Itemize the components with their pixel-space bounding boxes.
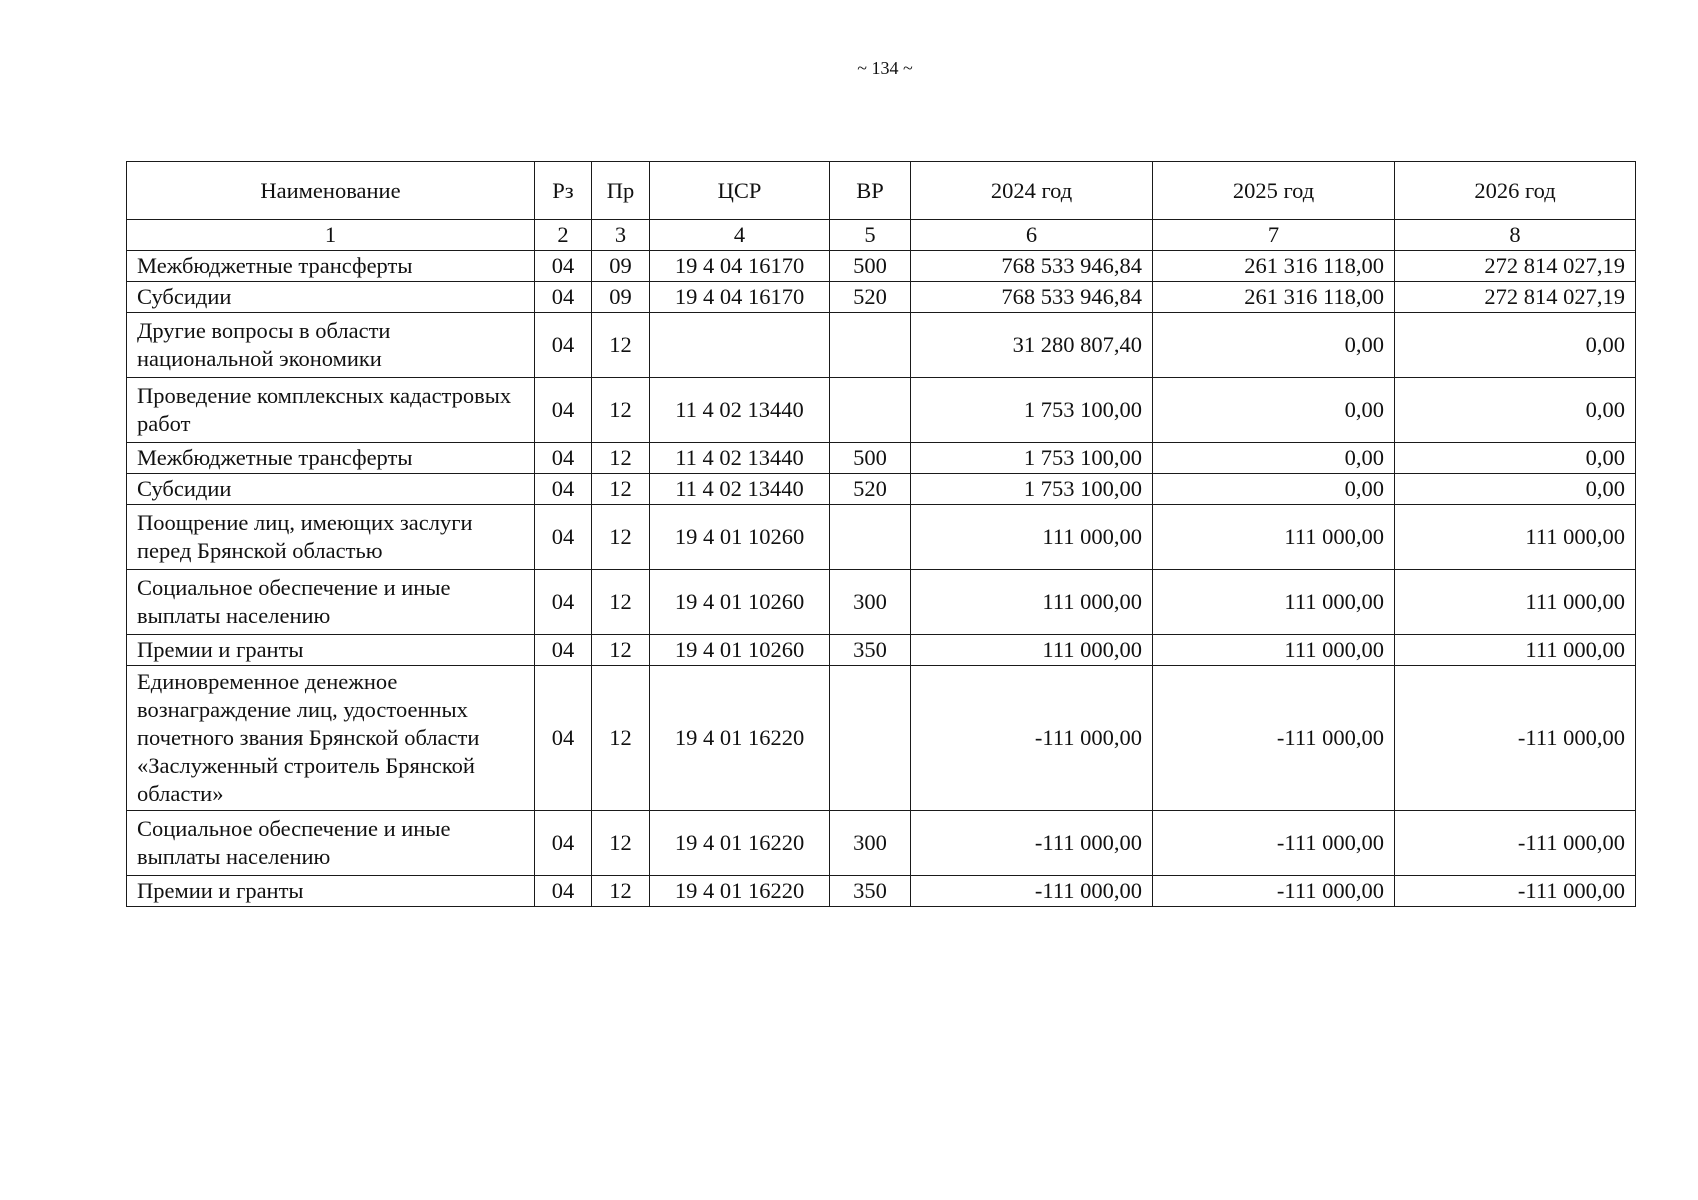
- row-2024-cell: 1 753 100,00: [911, 443, 1153, 474]
- row-pr-cell: 12: [592, 474, 650, 505]
- header-vr: ВР: [830, 162, 911, 220]
- row-rz-cell: 04: [535, 282, 592, 313]
- row-csr-cell: 11 4 02 13440: [650, 378, 830, 443]
- header-rz: Рз: [535, 162, 592, 220]
- row-pr-cell: 12: [592, 811, 650, 876]
- table-row: [127, 811, 1636, 876]
- table-row: [127, 666, 1636, 811]
- header-name: Наименование: [127, 162, 535, 220]
- row-vr-cell: [830, 378, 911, 443]
- row-name-cell: Социальное обеспечение и иные выплаты населению: [127, 811, 535, 876]
- row-name-cell: Другие вопросы в области национальной экономики: [127, 313, 535, 378]
- row-pr-cell: 12: [592, 378, 650, 443]
- page-number: ~ 134 ~: [857, 58, 913, 78]
- row-name-cell: Премии и гранты: [127, 635, 535, 666]
- row-2025-cell: 0,00: [1153, 443, 1395, 474]
- header-pr: Пр: [592, 162, 650, 220]
- row-vr-cell: [830, 666, 911, 811]
- row-vr-cell: [830, 313, 911, 378]
- row-name-cell: Межбюджетные трансферты: [127, 251, 535, 282]
- budget-table: [126, 161, 1636, 907]
- table-row: [127, 282, 1636, 313]
- row-2026-cell: 111 000,00: [1395, 505, 1636, 570]
- row-pr-cell: 09: [592, 251, 650, 282]
- row-2024-cell: -111 000,00: [911, 666, 1153, 811]
- row-2026-cell: -111 000,00: [1395, 666, 1636, 811]
- row-2024-cell: -111 000,00: [911, 876, 1153, 907]
- row-name-cell: Премии и гранты: [127, 876, 535, 907]
- row-2026-cell: 0,00: [1395, 474, 1636, 505]
- row-name-cell: Межбюджетные трансферты: [127, 443, 535, 474]
- row-csr-cell: 19 4 01 16220: [650, 666, 830, 811]
- row-rz-cell: 04: [535, 251, 592, 282]
- row-rz-cell: 04: [535, 811, 592, 876]
- column-number: 7: [1153, 220, 1395, 251]
- row-csr-cell: 19 4 01 16220: [650, 811, 830, 876]
- row-2025-cell: -111 000,00: [1153, 811, 1395, 876]
- row-2026-cell: 111 000,00: [1395, 570, 1636, 635]
- table-body: [127, 251, 1636, 907]
- row-name-cell: Поощрение лиц, имеющих заслуги перед Брянской областью: [127, 505, 535, 570]
- row-vr-cell: 350: [830, 635, 911, 666]
- column-number: 1: [127, 220, 535, 251]
- row-2024-cell: 1 753 100,00: [911, 378, 1153, 443]
- row-pr-cell: 12: [592, 505, 650, 570]
- row-csr-cell: 19 4 04 16170: [650, 251, 830, 282]
- row-2025-cell: 0,00: [1153, 313, 1395, 378]
- row-vr-cell: 500: [830, 443, 911, 474]
- row-2024-cell: 111 000,00: [911, 635, 1153, 666]
- row-2024-cell: -111 000,00: [911, 811, 1153, 876]
- table-row: [127, 313, 1636, 378]
- row-2025-cell: 111 000,00: [1153, 570, 1395, 635]
- column-number-row: [127, 220, 1636, 251]
- row-2026-cell: 272 814 027,19: [1395, 282, 1636, 313]
- row-rz-cell: 04: [535, 635, 592, 666]
- row-2026-cell: 111 000,00: [1395, 635, 1636, 666]
- header-row: [127, 162, 1636, 220]
- row-pr-cell: 12: [592, 443, 650, 474]
- row-csr-cell: 19 4 01 10260: [650, 570, 830, 635]
- row-2024-cell: 1 753 100,00: [911, 474, 1153, 505]
- row-vr-cell: 500: [830, 251, 911, 282]
- header-csr: ЦСР: [650, 162, 830, 220]
- row-vr-cell: 300: [830, 811, 911, 876]
- row-name-cell: Социальное обеспечение и иные выплаты населению: [127, 570, 535, 635]
- row-pr-cell: 12: [592, 635, 650, 666]
- row-2024-cell: 111 000,00: [911, 570, 1153, 635]
- row-2025-cell: -111 000,00: [1153, 876, 1395, 907]
- row-2026-cell: 0,00: [1395, 443, 1636, 474]
- row-2024-cell: 31 280 807,40: [911, 313, 1153, 378]
- row-2026-cell: 0,00: [1395, 313, 1636, 378]
- row-vr-cell: 520: [830, 282, 911, 313]
- column-number: 2: [535, 220, 592, 251]
- row-csr-cell: 19 4 01 16220: [650, 876, 830, 907]
- row-2025-cell: 0,00: [1153, 474, 1395, 505]
- row-2026-cell: -111 000,00: [1395, 811, 1636, 876]
- row-rz-cell: 04: [535, 570, 592, 635]
- row-rz-cell: 04: [535, 505, 592, 570]
- row-vr-cell: 350: [830, 876, 911, 907]
- row-pr-cell: 12: [592, 876, 650, 907]
- table-row: [127, 505, 1636, 570]
- row-name-cell: Субсидии: [127, 474, 535, 505]
- row-pr-cell: 12: [592, 313, 650, 378]
- row-csr-cell: 19 4 04 16170: [650, 282, 830, 313]
- row-rz-cell: 04: [535, 378, 592, 443]
- row-name-cell: Субсидии: [127, 282, 535, 313]
- row-2025-cell: 111 000,00: [1153, 635, 1395, 666]
- row-rz-cell: 04: [535, 474, 592, 505]
- row-vr-cell: 300: [830, 570, 911, 635]
- row-2025-cell: 0,00: [1153, 378, 1395, 443]
- row-name-cell: Проведение комплексных кадастровых работ: [127, 378, 535, 443]
- row-vr-cell: 520: [830, 474, 911, 505]
- row-csr-cell: 11 4 02 13440: [650, 474, 830, 505]
- header-2024: 2024 год: [911, 162, 1153, 220]
- row-rz-cell: 04: [535, 313, 592, 378]
- table-row: [127, 474, 1636, 505]
- row-pr-cell: 09: [592, 282, 650, 313]
- column-number: 3: [592, 220, 650, 251]
- column-number: 8: [1395, 220, 1636, 251]
- table-row: [127, 443, 1636, 474]
- column-number: 6: [911, 220, 1153, 251]
- row-csr-cell: 19 4 01 10260: [650, 635, 830, 666]
- row-2024-cell: 768 533 946,84: [911, 251, 1153, 282]
- row-2024-cell: 111 000,00: [911, 505, 1153, 570]
- row-rz-cell: 04: [535, 443, 592, 474]
- table-row: [127, 378, 1636, 443]
- row-vr-cell: [830, 505, 911, 570]
- table-row: [127, 570, 1636, 635]
- row-2025-cell: 261 316 118,00: [1153, 251, 1395, 282]
- table-row: [127, 251, 1636, 282]
- row-2024-cell: 768 533 946,84: [911, 282, 1153, 313]
- row-csr-cell: 11 4 02 13440: [650, 443, 830, 474]
- row-name-cell: Единовременное денежное вознаграждение лиц, удостоенных почетного звания Брянской области «Заслуженный строитель Брянской области»: [127, 666, 535, 811]
- row-2025-cell: 111 000,00: [1153, 505, 1395, 570]
- header-2026: 2026 год: [1395, 162, 1636, 220]
- row-2026-cell: 272 814 027,19: [1395, 251, 1636, 282]
- row-2025-cell: -111 000,00: [1153, 666, 1395, 811]
- column-number: 4: [650, 220, 830, 251]
- header-2025: 2025 год: [1153, 162, 1395, 220]
- row-2025-cell: 261 316 118,00: [1153, 282, 1395, 313]
- row-pr-cell: 12: [592, 666, 650, 811]
- row-pr-cell: 12: [592, 570, 650, 635]
- table-row: [127, 876, 1636, 907]
- column-number: 5: [830, 220, 911, 251]
- table-row: [127, 635, 1636, 666]
- row-2026-cell: -111 000,00: [1395, 876, 1636, 907]
- row-2026-cell: 0,00: [1395, 378, 1636, 443]
- row-rz-cell: 04: [535, 876, 592, 907]
- row-csr-cell: [650, 313, 830, 378]
- row-rz-cell: 04: [535, 666, 592, 811]
- row-csr-cell: 19 4 01 10260: [650, 505, 830, 570]
